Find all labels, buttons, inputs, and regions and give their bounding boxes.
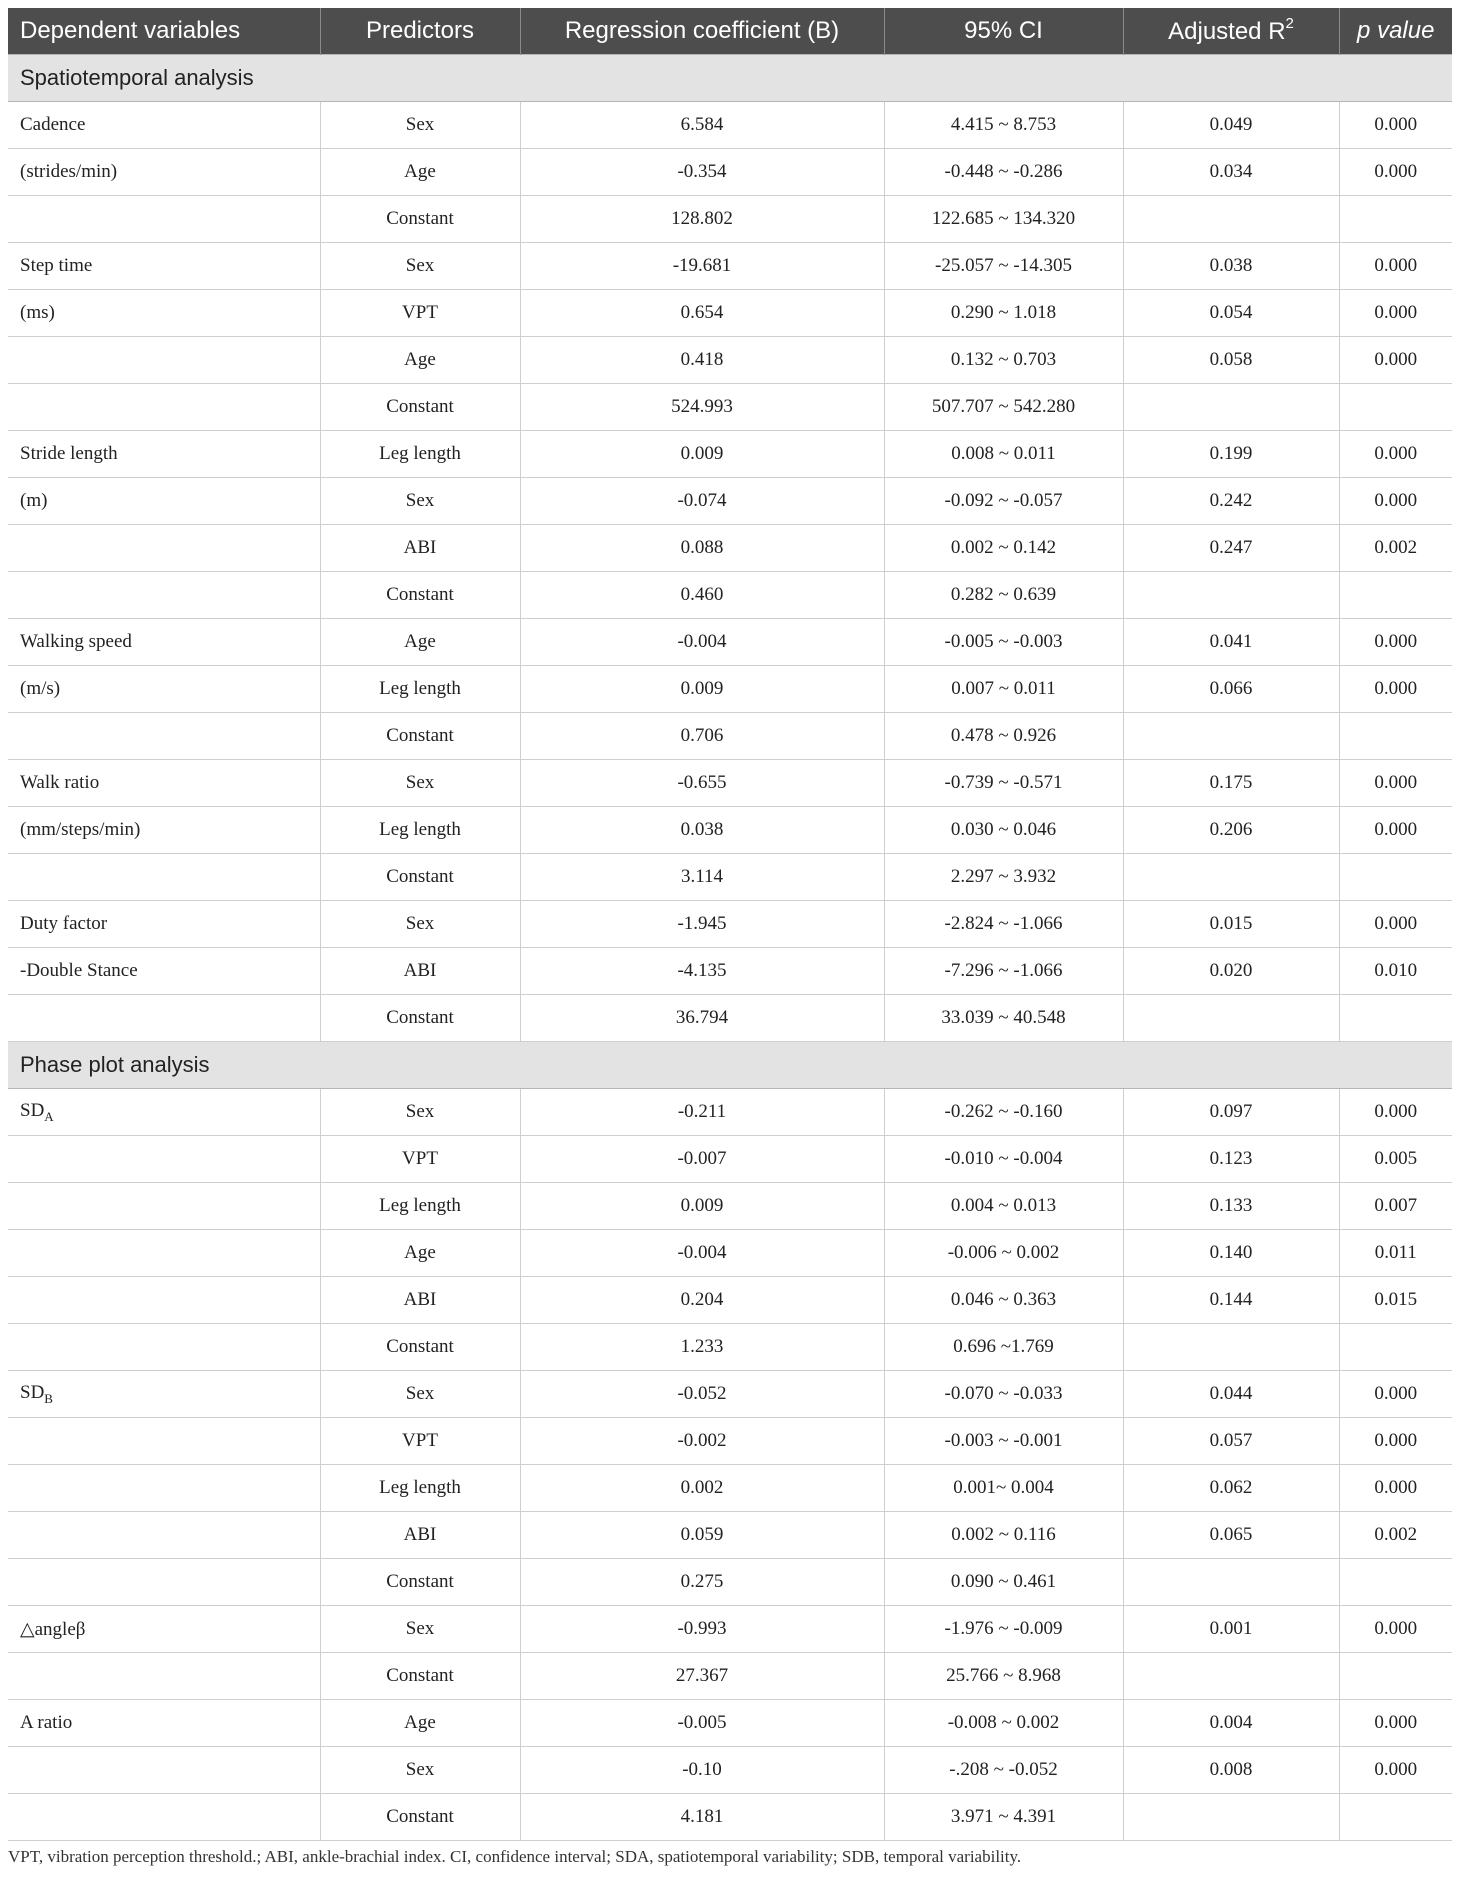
predictor-cell: Constant (320, 713, 520, 760)
table-row (8, 243, 1452, 290)
ci-cell: 0.004 ~ 0.013 (884, 1183, 1123, 1230)
coefficient-cell: 128.802 (520, 196, 884, 243)
dependent-variable-cell (8, 384, 320, 431)
dependent-variable-cell (8, 1418, 320, 1465)
p-value-cell: 0.000 (1339, 243, 1452, 290)
adjusted-r2-cell: 0.065 (1123, 1512, 1339, 1559)
dependent-variable-label: (ms) (20, 302, 55, 323)
coefficient-cell: -19.681 (520, 243, 884, 290)
dependent-variable-label: △angleβ (20, 1618, 86, 1640)
coefficient-cell: 0.706 (520, 713, 884, 760)
dependent-variable-cell (8, 1653, 320, 1700)
adjusted-r2-cell: 0.001 (1123, 1606, 1339, 1653)
section-title: Spatiotemporal analysis (8, 55, 1452, 102)
dependent-variable-cell (8, 1136, 320, 1183)
p-value-cell: 0.000 (1339, 478, 1452, 525)
adjusted-r2-cell: 0.004 (1123, 1700, 1339, 1747)
adjusted-r2-cell (1123, 196, 1339, 243)
dependent-variable-label: Walk ratio (20, 772, 100, 793)
table-row (8, 901, 1452, 948)
dependent-variable-cell (8, 572, 320, 619)
dependent-variable-cell (8, 290, 320, 337)
p-value-cell: 0.000 (1339, 619, 1452, 666)
predictor-cell: VPT (320, 1136, 520, 1183)
dependent-variable-subscript: B (44, 1390, 53, 1406)
ci-cell: 507.707 ~ 542.280 (884, 384, 1123, 431)
header-dependent-variables: Dependent variables (8, 8, 320, 55)
p-value-cell: 0.000 (1339, 1089, 1452, 1136)
predictor-cell: Constant (320, 995, 520, 1042)
table-row (8, 666, 1452, 713)
header-regression-coefficient: Regression coefficient (B) (520, 8, 884, 55)
dependent-variable-cell (8, 1794, 320, 1841)
coefficient-cell: -0.10 (520, 1747, 884, 1794)
table-row (8, 196, 1452, 243)
ci-cell: -0.006 ~ 0.002 (884, 1230, 1123, 1277)
p-value-cell: 0.002 (1339, 1512, 1452, 1559)
table-row (8, 1747, 1452, 1794)
coefficient-cell: -0.655 (520, 760, 884, 807)
coefficient-cell: 4.181 (520, 1794, 884, 1841)
ci-cell: 0.008 ~ 0.011 (884, 431, 1123, 478)
ci-cell: -0.092 ~ -0.057 (884, 478, 1123, 525)
adjusted-r2-cell: 0.008 (1123, 1747, 1339, 1794)
predictor-cell: Sex (320, 243, 520, 290)
ci-cell: 0.290 ~ 1.018 (884, 290, 1123, 337)
p-value-cell (1339, 1324, 1452, 1371)
ci-cell: 0.696 ~1.769 (884, 1324, 1123, 1371)
ci-cell: 0.282 ~ 0.639 (884, 572, 1123, 619)
table-row (8, 1512, 1452, 1559)
dependent-variable-cell (8, 196, 320, 243)
dependent-variable-cell (8, 1230, 320, 1277)
table-row (8, 854, 1452, 901)
table-row (8, 1465, 1452, 1512)
predictor-cell: Sex (320, 1747, 520, 1794)
ci-cell: 0.046 ~ 0.363 (884, 1277, 1123, 1324)
coefficient-cell: 3.114 (520, 854, 884, 901)
table-row (8, 337, 1452, 384)
predictor-cell: Sex (320, 1606, 520, 1653)
ci-cell: -0.739 ~ -0.571 (884, 760, 1123, 807)
ci-cell: -25.057 ~ -14.305 (884, 243, 1123, 290)
dependent-variable-cell (8, 243, 320, 290)
predictor-cell: Sex (320, 901, 520, 948)
dependent-variable-cell (8, 1512, 320, 1559)
p-value-cell: 0.000 (1339, 337, 1452, 384)
dependent-variable-label: -Double Stance (20, 960, 138, 981)
adjusted-r2-cell: 0.020 (1123, 948, 1339, 995)
header-p-value-label: p value (1357, 17, 1435, 44)
predictor-cell: Age (320, 1700, 520, 1747)
coefficient-cell: -0.002 (520, 1418, 884, 1465)
p-value-cell (1339, 572, 1452, 619)
coefficient-cell: 0.009 (520, 431, 884, 478)
ci-cell: 25.766 ~ 8.968 (884, 1653, 1123, 1700)
adjusted-r2-cell: 0.049 (1123, 102, 1339, 149)
table-row (8, 478, 1452, 525)
ci-cell: 0.030 ~ 0.046 (884, 807, 1123, 854)
header-adjusted-r2-label: Adjusted R (1168, 17, 1286, 45)
predictor-cell: Constant (320, 196, 520, 243)
adjusted-r2-cell (1123, 1653, 1339, 1700)
p-value-cell: 0.000 (1339, 760, 1452, 807)
p-value-cell (1339, 995, 1452, 1042)
table-row (8, 948, 1452, 995)
coefficient-cell: 524.993 (520, 384, 884, 431)
table-row (8, 1183, 1452, 1230)
ci-cell: -0.008 ~ 0.002 (884, 1700, 1123, 1747)
ci-cell: -0.005 ~ -0.003 (884, 619, 1123, 666)
coefficient-cell: 0.460 (520, 572, 884, 619)
dependent-variable-label: (strides/min) (20, 161, 118, 182)
predictor-cell: ABI (320, 525, 520, 572)
coefficient-cell: 0.204 (520, 1277, 884, 1324)
table-row (8, 995, 1452, 1042)
coefficient-cell: -0.354 (520, 149, 884, 196)
regression-table (8, 8, 1452, 1841)
dependent-variable-cell (8, 713, 320, 760)
p-value-cell: 0.000 (1339, 807, 1452, 854)
coefficient-cell: 36.794 (520, 995, 884, 1042)
ci-cell: 0.002 ~ 0.142 (884, 525, 1123, 572)
coefficient-cell: 0.009 (520, 1183, 884, 1230)
p-value-cell: 0.000 (1339, 102, 1452, 149)
p-value-cell (1339, 854, 1452, 901)
section-spatiotemporal-rows (8, 102, 1452, 1042)
section-header-row (8, 1042, 1452, 1089)
predictor-cell: ABI (320, 948, 520, 995)
coefficient-cell: -0.993 (520, 1606, 884, 1653)
coefficient-cell: -0.007 (520, 1136, 884, 1183)
table-row (8, 1371, 1452, 1418)
predictor-cell: Constant (320, 1559, 520, 1606)
p-value-cell (1339, 1559, 1452, 1606)
predictor-cell: Leg length (320, 1183, 520, 1230)
adjusted-r2-cell (1123, 713, 1339, 760)
adjusted-r2-cell: 0.097 (1123, 1089, 1339, 1136)
dependent-variable-cell (8, 478, 320, 525)
predictor-cell: Age (320, 1230, 520, 1277)
dependent-variable-cell (8, 1089, 320, 1136)
predictor-cell: ABI (320, 1512, 520, 1559)
p-value-cell (1339, 196, 1452, 243)
coefficient-cell: -0.004 (520, 619, 884, 666)
table-row (8, 384, 1452, 431)
table-row (8, 1700, 1452, 1747)
coefficient-cell: -0.074 (520, 478, 884, 525)
dependent-variable-label: Step time (20, 255, 93, 276)
p-value-cell: 0.000 (1339, 431, 1452, 478)
p-value-cell: 0.000 (1339, 149, 1452, 196)
dependent-variable-cell (8, 807, 320, 854)
coefficient-cell: 0.038 (520, 807, 884, 854)
header-row (8, 8, 1452, 55)
predictor-cell: Sex (320, 1089, 520, 1136)
ci-cell: -0.070 ~ -0.033 (884, 1371, 1123, 1418)
predictor-cell: Constant (320, 1794, 520, 1841)
coefficient-cell: 27.367 (520, 1653, 884, 1700)
coefficient-cell: 6.584 (520, 102, 884, 149)
coefficient-cell: 0.654 (520, 290, 884, 337)
ci-cell: -7.296 ~ -1.066 (884, 948, 1123, 995)
p-value-cell: 0.005 (1339, 1136, 1452, 1183)
ci-cell: 0.132 ~ 0.703 (884, 337, 1123, 384)
adjusted-r2-cell (1123, 572, 1339, 619)
dependent-variable-cell (8, 1465, 320, 1512)
table-row (8, 1559, 1452, 1606)
dependent-variable-label: (m) (20, 490, 48, 511)
adjusted-r2-cell (1123, 1324, 1339, 1371)
coefficient-cell: -0.052 (520, 1371, 884, 1418)
dependent-variable-cell (8, 149, 320, 196)
p-value-cell: 0.000 (1339, 666, 1452, 713)
dependent-variable-label: (m/s) (20, 678, 61, 699)
adjusted-r2-cell (1123, 1794, 1339, 1841)
ci-cell: 33.039 ~ 40.548 (884, 995, 1123, 1042)
dependent-variable-cell (8, 901, 320, 948)
table-row (8, 290, 1452, 337)
dependent-variable-label: Cadence (20, 114, 86, 135)
adjusted-r2-cell: 0.044 (1123, 1371, 1339, 1418)
p-value-cell: 0.000 (1339, 1371, 1452, 1418)
predictor-cell: Leg length (320, 1465, 520, 1512)
header-p-value (1339, 8, 1452, 55)
coefficient-cell: -0.005 (520, 1700, 884, 1747)
p-value-cell: 0.000 (1339, 290, 1452, 337)
dependent-variable-cell (8, 1700, 320, 1747)
ci-cell: 0.001~ 0.004 (884, 1465, 1123, 1512)
adjusted-r2-cell: 0.062 (1123, 1465, 1339, 1512)
predictor-cell: Sex (320, 1371, 520, 1418)
table-row (8, 619, 1452, 666)
adjusted-r2-cell: 0.015 (1123, 901, 1339, 948)
p-value-cell: 0.000 (1339, 1418, 1452, 1465)
section-spatiotemporal (8, 55, 1452, 102)
header-predictors: Predictors (320, 8, 520, 55)
predictor-cell: Age (320, 337, 520, 384)
adjusted-r2-cell: 0.144 (1123, 1277, 1339, 1324)
table-row (8, 1089, 1452, 1136)
table-row (8, 760, 1452, 807)
adjusted-r2-cell: 0.054 (1123, 290, 1339, 337)
adjusted-r2-cell: 0.041 (1123, 619, 1339, 666)
table-row (8, 713, 1452, 760)
predictor-cell: Constant (320, 1324, 520, 1371)
p-value-cell: 0.000 (1339, 1747, 1452, 1794)
dependent-variable-label: SD (20, 1099, 45, 1121)
dependent-variable-cell (8, 995, 320, 1042)
predictor-cell: Leg length (320, 807, 520, 854)
predictor-cell: VPT (320, 1418, 520, 1465)
dependent-variable-cell (8, 431, 320, 478)
predictor-cell: VPT (320, 290, 520, 337)
p-value-cell (1339, 384, 1452, 431)
p-value-cell: 0.011 (1339, 1230, 1452, 1277)
adjusted-r2-cell (1123, 384, 1339, 431)
p-value-cell: 0.010 (1339, 948, 1452, 995)
section-phase-plot (8, 1042, 1452, 1089)
ci-cell: 0.090 ~ 0.461 (884, 1559, 1123, 1606)
section-title: Phase plot analysis (8, 1042, 1452, 1089)
ci-cell: 122.685 ~ 134.320 (884, 196, 1123, 243)
table-row (8, 1324, 1452, 1371)
coefficient-cell: -4.135 (520, 948, 884, 995)
predictor-cell: Age (320, 149, 520, 196)
table-row (8, 1794, 1452, 1841)
adjusted-r2-cell: 0.133 (1123, 1183, 1339, 1230)
p-value-cell: 0.015 (1339, 1277, 1452, 1324)
dependent-variable-cell (8, 525, 320, 572)
adjusted-r2-cell: 0.038 (1123, 243, 1339, 290)
predictor-cell: Age (320, 619, 520, 666)
adjusted-r2-cell: 0.199 (1123, 431, 1339, 478)
p-value-cell (1339, 713, 1452, 760)
section-header-row (8, 55, 1452, 102)
p-value-cell: 0.000 (1339, 1465, 1452, 1512)
coefficient-cell: 0.002 (520, 1465, 884, 1512)
dependent-variable-cell (8, 1324, 320, 1371)
predictor-cell: Leg length (320, 431, 520, 478)
adjusted-r2-cell (1123, 854, 1339, 901)
ci-cell: 0.478 ~ 0.926 (884, 713, 1123, 760)
p-value-cell (1339, 1653, 1452, 1700)
predictor-cell: ABI (320, 1277, 520, 1324)
dependent-variable-cell (8, 948, 320, 995)
adjusted-r2-cell: 0.242 (1123, 478, 1339, 525)
ci-cell: 4.415 ~ 8.753 (884, 102, 1123, 149)
ci-cell: -.208 ~ -0.052 (884, 1747, 1123, 1794)
adjusted-r2-cell (1123, 1559, 1339, 1606)
table-row (8, 572, 1452, 619)
ci-cell: 0.007 ~ 0.011 (884, 666, 1123, 713)
dependent-variable-label: Walking speed (20, 631, 132, 652)
dependent-variable-cell (8, 1606, 320, 1653)
predictor-cell: Sex (320, 760, 520, 807)
table-row (8, 1653, 1452, 1700)
section-phase-plot-rows (8, 1089, 1452, 1841)
dependent-variable-cell (8, 1183, 320, 1230)
ci-cell: -2.824 ~ -1.066 (884, 901, 1123, 948)
dependent-variable-cell (8, 1559, 320, 1606)
table-row (8, 1136, 1452, 1183)
ci-cell: 3.971 ~ 4.391 (884, 1794, 1123, 1841)
coefficient-cell: -0.211 (520, 1089, 884, 1136)
table-row (8, 1606, 1452, 1653)
table-row (8, 1418, 1452, 1465)
ci-cell: 0.002 ~ 0.116 (884, 1512, 1123, 1559)
p-value-cell (1339, 1794, 1452, 1841)
adjusted-r2-cell: 0.057 (1123, 1418, 1339, 1465)
header-95-ci: 95% CI (884, 8, 1123, 55)
predictor-cell: Constant (320, 384, 520, 431)
p-value-cell: 0.000 (1339, 901, 1452, 948)
dependent-variable-label: SD (20, 1381, 45, 1403)
p-value-cell: 0.000 (1339, 1606, 1452, 1653)
dependent-variable-cell (8, 619, 320, 666)
adjusted-r2-cell: 0.175 (1123, 760, 1339, 807)
coefficient-cell: -1.945 (520, 901, 884, 948)
adjusted-r2-cell: 0.066 (1123, 666, 1339, 713)
predictor-cell: Sex (320, 102, 520, 149)
ci-cell: -0.003 ~ -0.001 (884, 1418, 1123, 1465)
table-row (8, 431, 1452, 478)
dependent-variable-cell (8, 760, 320, 807)
coefficient-cell: 0.275 (520, 1559, 884, 1606)
predictor-cell: Constant (320, 572, 520, 619)
table-row (8, 1230, 1452, 1277)
adjusted-r2-cell: 0.058 (1123, 337, 1339, 384)
ci-cell: -0.448 ~ -0.286 (884, 149, 1123, 196)
dependent-variable-cell (8, 854, 320, 901)
adjusted-r2-cell: 0.034 (1123, 149, 1339, 196)
predictor-cell: Constant (320, 854, 520, 901)
predictor-cell: Constant (320, 1653, 520, 1700)
dependent-variable-cell (8, 666, 320, 713)
regression-table-container (8, 8, 1452, 1867)
table-footnote: VPT, vibration perception threshold.; ABI, ankle-brachial index. CI, confidence interval; SDA, spatiotemporal variability; SDB, temporal variability. (8, 1847, 1022, 1866)
dependent-variable-cell (8, 102, 320, 149)
table-row (8, 525, 1452, 572)
coefficient-cell: -0.004 (520, 1230, 884, 1277)
dependent-variable-cell (8, 1747, 320, 1794)
table-row (8, 807, 1452, 854)
adjusted-r2-cell (1123, 995, 1339, 1042)
predictor-cell: Leg length (320, 666, 520, 713)
dependent-variable-label: A ratio (20, 1712, 73, 1733)
dependent-variable-label: Duty factor (20, 913, 108, 934)
dependent-variable-cell (8, 1371, 320, 1418)
header-adjusted-r2 (1123, 8, 1339, 55)
adjusted-r2-cell: 0.123 (1123, 1136, 1339, 1183)
table-row (8, 149, 1452, 196)
coefficient-cell: 0.418 (520, 337, 884, 384)
coefficient-cell: 0.009 (520, 666, 884, 713)
table-row (8, 1277, 1452, 1324)
ci-cell: -0.262 ~ -0.160 (884, 1089, 1123, 1136)
p-value-cell: 0.000 (1339, 1700, 1452, 1747)
coefficient-cell: 1.233 (520, 1324, 884, 1371)
adjusted-r2-cell: 0.140 (1123, 1230, 1339, 1277)
ci-cell: 2.297 ~ 3.932 (884, 854, 1123, 901)
dependent-variable-cell (8, 337, 320, 384)
p-value-cell: 0.002 (1339, 525, 1452, 572)
dependent-variable-cell (8, 1277, 320, 1324)
p-value-cell: 0.007 (1339, 1183, 1452, 1230)
dependent-variable-subscript: A (44, 1108, 54, 1124)
adjusted-r2-cell: 0.206 (1123, 807, 1339, 854)
header-adjusted-r2-superscript: 2 (1285, 14, 1294, 32)
table-row (8, 102, 1452, 149)
ci-cell: -0.010 ~ -0.004 (884, 1136, 1123, 1183)
dependent-variable-label: Stride length (20, 443, 118, 464)
ci-cell: -1.976 ~ -0.009 (884, 1606, 1123, 1653)
coefficient-cell: 0.088 (520, 525, 884, 572)
coefficient-cell: 0.059 (520, 1512, 884, 1559)
dependent-variable-label: (mm/steps/min) (20, 819, 141, 840)
predictor-cell: Sex (320, 478, 520, 525)
adjusted-r2-cell: 0.247 (1123, 525, 1339, 572)
